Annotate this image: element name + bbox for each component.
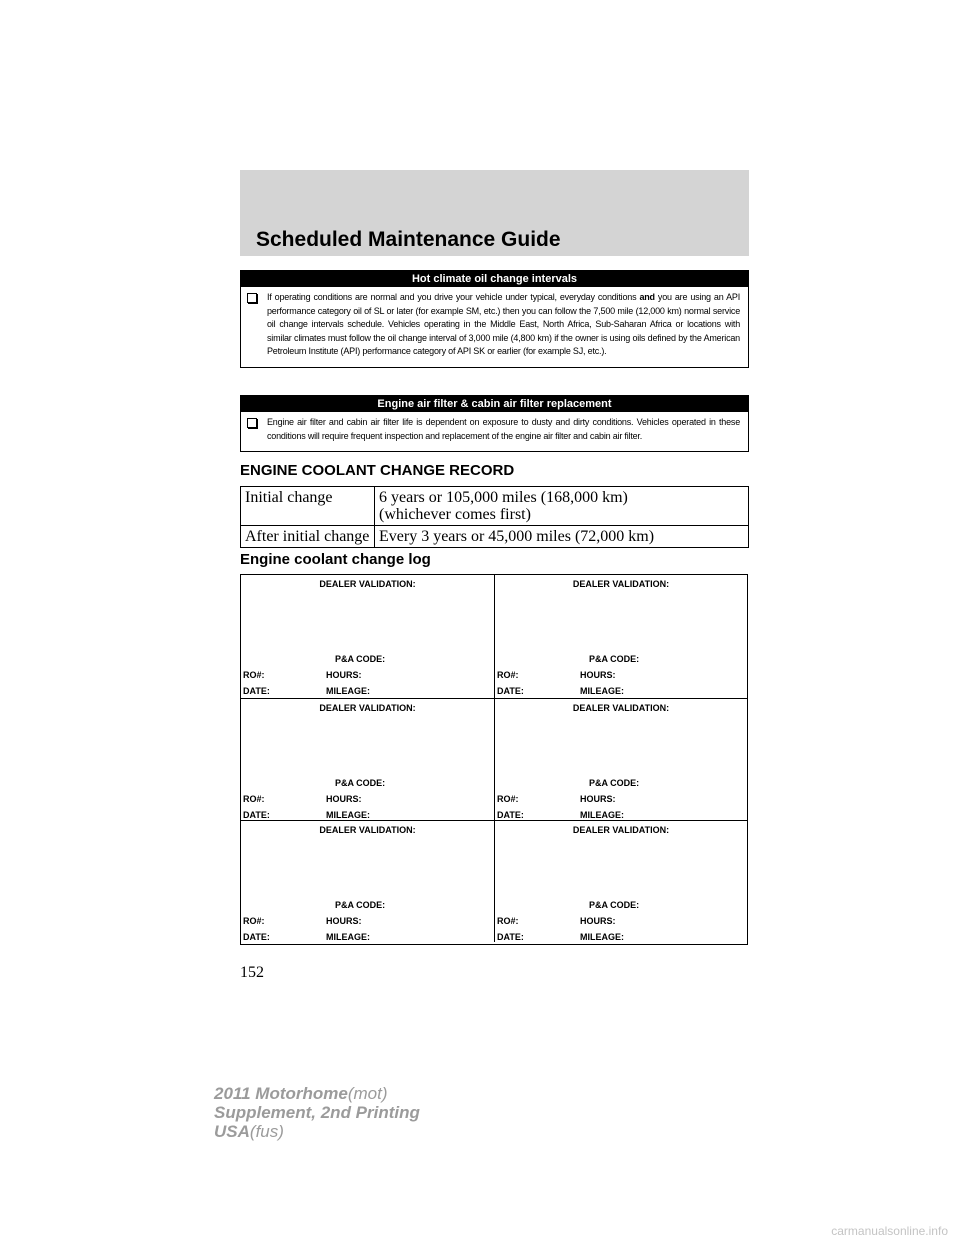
table-row xyxy=(241,526,749,548)
ro-label: RO#: xyxy=(243,916,265,926)
mileage-label: MILEAGE: xyxy=(580,932,624,942)
hot-climate-text: If operating conditions are normal and you drive your vehicle under typical, everyday conditions and you are using an API performance category oil of SL or later (for example SM, etc.) then you can follow the 7,500 mile (12,000 km) normal service oil change intervals schedule. Vehicles operating in the Middle East, North Africa, Sub-Saharan Africa or locations with similar climates must follow the oil change interval of 3,000 mile (4,800 km) if the owner is using oils defined by the American Petroleum Institute (API) performance category of API SK or earlier (for example SJ, etc.). xyxy=(267,292,740,356)
record-label: Initial change xyxy=(241,487,375,526)
mileage-label: MILEAGE: xyxy=(580,810,624,820)
hours-label: HOURS: xyxy=(580,916,616,926)
dealer-validation-label: DEALER VALIDATION: xyxy=(319,579,416,589)
hot-climate-heading: Hot climate oil change intervals xyxy=(241,271,748,287)
page-number: 152 xyxy=(240,964,264,981)
mileage-label: MILEAGE: xyxy=(326,932,370,942)
hours-label: HOURS: xyxy=(326,670,362,680)
coolant-log-grid xyxy=(240,574,748,945)
log-entry-cell xyxy=(241,699,495,821)
dealer-validation-label: DEALER VALIDATION: xyxy=(572,579,670,589)
log-entry-cell xyxy=(495,699,747,821)
ro-label: RO#: xyxy=(243,794,265,804)
mileage-label: MILEAGE: xyxy=(326,686,370,696)
record-value-line: 6 years or 105,000 miles (168,000 km) xyxy=(379,489,628,506)
checkbox-icon xyxy=(247,293,257,303)
hot-climate-row xyxy=(241,287,748,367)
footer-line-2: Supplement, 2nd Printing xyxy=(214,1103,420,1122)
log-entry-cell xyxy=(495,821,747,942)
pa-code-label: P&A CODE: xyxy=(335,778,386,788)
date-label: DATE: xyxy=(243,932,270,942)
record-value-line: (whichever comes first) xyxy=(379,506,531,523)
log-entry-cell xyxy=(495,575,747,699)
coolant-record-heading: ENGINE COOLANT CHANGE RECORD xyxy=(240,462,515,479)
page-title: Scheduled Maintenance Guide xyxy=(256,228,561,251)
pa-code-label: P&A CODE: xyxy=(589,778,640,788)
pa-code-label: P&A CODE: xyxy=(335,900,386,910)
footer-imprint xyxy=(214,1084,420,1141)
air-filter-heading: Engine air filter & cabin air filter replacement xyxy=(241,396,748,412)
table-row xyxy=(241,487,749,526)
dealer-validation-label: DEALER VALIDATION: xyxy=(572,703,670,713)
dealer-validation-label: DEALER VALIDATION: xyxy=(319,825,416,835)
pa-code-label: P&A CODE: xyxy=(589,900,640,910)
hours-label: HOURS: xyxy=(326,794,362,804)
hot-climate-box xyxy=(240,270,749,368)
coolant-record-table xyxy=(240,486,749,548)
ro-label: RO#: xyxy=(497,670,519,680)
checkbox-icon xyxy=(247,418,257,428)
air-filter-box xyxy=(240,395,749,452)
header-band xyxy=(240,170,749,256)
record-value xyxy=(375,487,749,526)
record-label: After initial change xyxy=(241,526,375,548)
footer-line-1: 2011 Motorhome(mot) xyxy=(214,1084,388,1103)
date-label: DATE: xyxy=(243,810,270,820)
footer-line-3: USA(fus) xyxy=(214,1122,284,1141)
mileage-label: MILEAGE: xyxy=(326,810,370,820)
mileage-label: MILEAGE: xyxy=(580,686,624,696)
ro-label: RO#: xyxy=(497,916,519,926)
date-label: DATE: xyxy=(497,932,524,942)
air-filter-row xyxy=(241,412,748,451)
dealer-validation-label: DEALER VALIDATION: xyxy=(319,703,416,713)
ro-label: RO#: xyxy=(243,670,265,680)
date-label: DATE: xyxy=(243,686,270,696)
hours-label: HOURS: xyxy=(580,794,616,804)
date-label: DATE: xyxy=(497,810,524,820)
log-entry-cell xyxy=(241,821,495,942)
hours-label: HOURS: xyxy=(580,670,616,680)
dealer-validation-label: DEALER VALIDATION: xyxy=(572,825,670,835)
record-value: Every 3 years or 45,000 miles (72,000 km) xyxy=(375,526,749,548)
pa-code-label: P&A CODE: xyxy=(335,654,386,664)
hours-label: HOURS: xyxy=(326,916,362,926)
pa-code-label: P&A CODE: xyxy=(589,654,640,664)
watermark: carmanualsonline.info xyxy=(831,1224,948,1238)
coolant-log-heading: Engine coolant change log xyxy=(240,551,431,568)
ro-label: RO#: xyxy=(497,794,519,804)
date-label: DATE: xyxy=(497,686,524,696)
air-filter-text: Engine air filter and cabin air filter life is dependent on exposure to dusty and dirty conditions. Vehicles operated in these conditions will require frequent inspection and replacement of the engine air filter and cabin air filter. xyxy=(267,417,740,441)
log-entry-cell xyxy=(241,575,495,699)
